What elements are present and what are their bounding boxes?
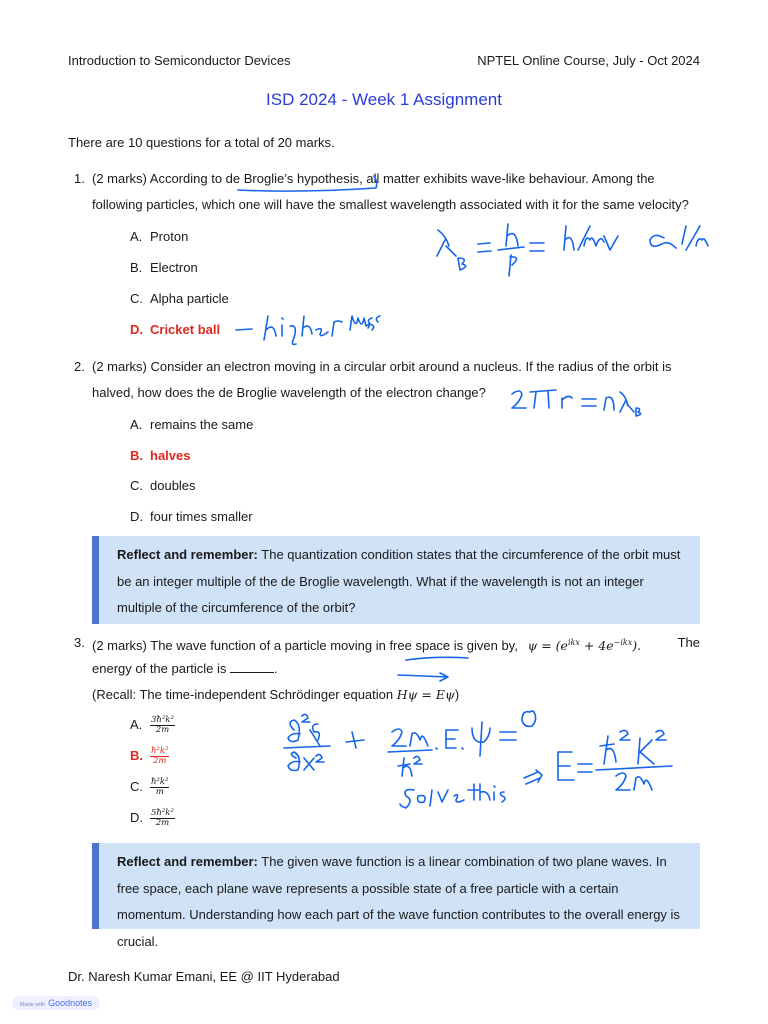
ink-sub-b <box>458 258 466 270</box>
ink-equals <box>578 764 592 772</box>
ink-e-symbol <box>558 752 574 780</box>
footer-author: Dr. Naresh Kumar Emani, EE @ IIT Hyderabad <box>68 969 340 984</box>
goodnotes-badge: Made with Goodnotes <box>12 996 100 1010</box>
ink-fraction-bar <box>388 750 432 752</box>
ink-solve-this <box>400 784 505 808</box>
ink-equals-zero <box>500 711 536 740</box>
reflect-box <box>92 843 700 949</box>
option-d-correct[interactable]: D. Cricket ball <box>130 322 221 337</box>
option-d[interactable]: D. $\frac{\text{5ħ²k²}}{2m}$ <box>130 808 174 828</box>
reflect-title: Reflect and remember: <box>117 854 258 869</box>
answer-blank <box>230 660 274 673</box>
ink-d-x2 <box>288 752 324 771</box>
ink-hbar2k2 <box>600 730 666 764</box>
ink-higher-mass <box>264 316 380 344</box>
question-text-line: following particles, which one will have the smallest wavelength associated with it for the same velocity? <box>92 197 689 212</box>
option-c[interactable]: C. doubles <box>130 478 196 493</box>
ink-lambda <box>437 230 456 256</box>
reflect-text: The quantization condition states that the circumference of the orbit must be an integer multiple of the de Broglie wavelength. What if the wavelength is not an integer multiple of the circumference of the orbit? <box>117 547 681 615</box>
question-recall-line: (Recall: The time-independent Schrödinger equation Hψ = Eψ) <box>92 687 460 702</box>
header-course-term: NPTEL Online Course, July - Oct 2024 <box>477 53 700 68</box>
ink-fraction-bar <box>284 746 330 748</box>
question-text-line: halved, how does the de Broglie wavelength of the electron change? <box>92 385 486 400</box>
option-b-correct[interactable]: B. $\frac{\text{ħ²k²}}{2m}$ <box>130 746 169 766</box>
question-text-line: (2 marks) The wave function of a particle moving in free space is given by, $\psi = (e^{ikx} + 4e^{-ikx})$. The <box>92 635 700 654</box>
question-number: 1. <box>74 171 85 186</box>
reflect-title: Reflect and remember: <box>117 547 258 562</box>
ink-h-mv <box>564 226 618 250</box>
reflect-box <box>92 536 700 624</box>
option-a[interactable]: A. $\frac{\text{3ħ²k²}}{2m}$ <box>130 715 174 735</box>
question-text-line: energy of the particle is . <box>92 661 278 676</box>
wave-function: $\psi = (e^{ikx} + 4e^{-ikx})$. <box>527 638 642 654</box>
ink-2m <box>392 729 428 746</box>
option-c[interactable]: C. $\frac{\text{ħ²k²}}{m}$ <box>130 777 169 797</box>
ink-hbar2 <box>398 756 422 776</box>
option-c[interactable]: C. Alpha particle <box>130 291 229 306</box>
ink-2m <box>616 773 652 790</box>
ink-fraction-bar <box>596 766 672 770</box>
ink-proportional <box>650 235 676 248</box>
question-number: 2. <box>74 359 85 374</box>
option-b-correct[interactable]: B. halves <box>130 448 191 463</box>
question-text-line: (2 marks) Consider an electron moving in a circular orbit around a nucleus. If the radius of the orbit is <box>92 359 672 374</box>
ink-dot-e <box>436 730 463 749</box>
ink-dash <box>236 329 252 330</box>
option-b[interactable]: B. Electron <box>130 260 198 275</box>
ink-implies-arrow <box>524 770 542 784</box>
question-text-line: (2 marks) According to de Broglie’s hypothesis, all matter exhibits wave-like behaviour. Among the <box>92 171 655 186</box>
ink-equals <box>530 243 544 251</box>
ink-h-over-p <box>498 224 524 276</box>
intro-text: There are 10 questions for a total of 20 marks. <box>68 135 335 150</box>
question-number: 3. <box>74 635 85 650</box>
ink-plus <box>346 732 364 748</box>
reflect-text: The given wave function is a linear combination of two plane waves. In free space, each plane wave represents a possible state of a free particle with a certain momentum. Understanding how each part of the wave function contributes to the overall energy is crucial. <box>117 854 680 949</box>
option-d[interactable]: D. four times smaller <box>130 509 253 524</box>
option-a[interactable]: A. Proton <box>130 229 189 244</box>
ink-d2psi <box>288 714 320 746</box>
option-a[interactable]: A. remains the same <box>130 417 254 432</box>
page-title: ISD 2024 - Week 1 Assignment <box>266 90 502 109</box>
ink-psi <box>472 722 490 756</box>
header-course-name: Introduction to Semiconductor Devices <box>68 53 291 68</box>
ink-one-over-m <box>682 226 708 250</box>
ink-equals <box>478 243 491 252</box>
